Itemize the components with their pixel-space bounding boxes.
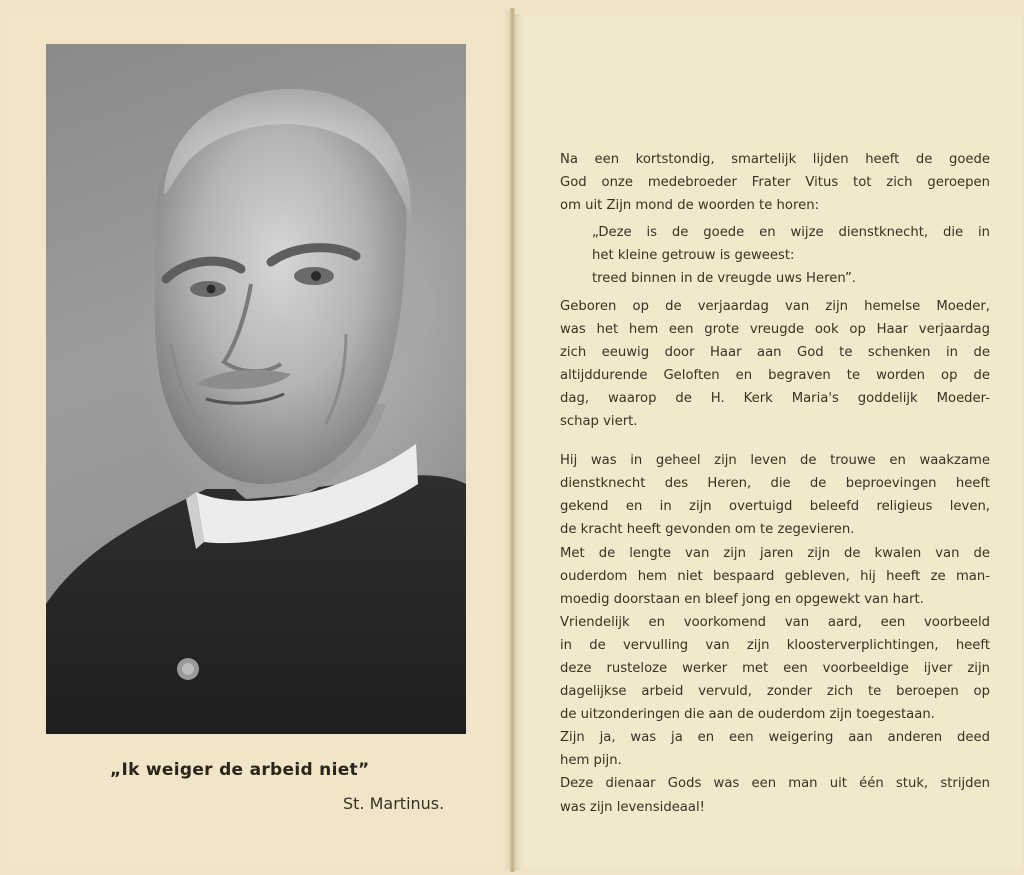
text-line: dienstknecht des Heren, die de beproevingen heeft: [560, 476, 990, 492]
portrait-illustration: [46, 44, 466, 734]
quote-attribution: St. Martinus.: [343, 794, 445, 813]
text-line: het kleine getrouw is geweest:: [592, 248, 795, 264]
text-line: treed binnen in de vreugde uws Heren”.: [592, 271, 856, 287]
text-line: dag, waarop de H. Kerk Maria's goddelijk Moeder-: [560, 390, 990, 406]
paragraph: [560, 295, 990, 434]
text-line: was het hem een grote vreugde ook op Haar verjaardag: [560, 321, 990, 337]
text-line: deze rusteloze werker met een voorbeeldige ijver zijn: [560, 660, 990, 676]
text-line: Met de lengte van zijn jaren zijn de kwalen van de: [560, 545, 990, 561]
text-line: de uitzonderingen die aan de ouderdom zijn toegestaan.: [560, 707, 935, 723]
text-line: was zijn levensideaal!: [560, 799, 705, 815]
text-line: Na een kortstondig, smartelijk lijden heeft de goede: [560, 152, 990, 167]
paragraph: [560, 148, 990, 217]
text-line: gekend en in zijn overtuigd beleefd religieus leven,: [560, 499, 990, 515]
text-line: de kracht heeft gevonden om te zegevieren.: [560, 522, 855, 538]
text-line: Hij was in geheel zijn leven de trouwe en waakzame: [560, 453, 990, 469]
text-line: om uit Zijn mond de woorden te horen:: [560, 198, 820, 214]
text-line: Vriendelijk en voorkomend van aard, een voorbeeld: [560, 614, 990, 630]
text-line: altijddurende Geloften en begraven te worden op de: [560, 367, 990, 383]
text-line: moedig doorstaan en bleef jong en opgewekt van hart.: [560, 591, 924, 607]
text-line: Zijn ja, was ja en een weigering aan anderen deed: [560, 730, 990, 746]
text-line: God onze medebroeder Frater Vitus tot zich geroepen: [560, 175, 990, 191]
text-line: Geboren op de verjaardag van zijn hemelse Moeder,: [560, 298, 990, 314]
paragraph-gap: [560, 433, 990, 449]
text-line: „Deze is de goede en wijze dienstknecht, die in: [592, 225, 990, 241]
text-line: hem pijn.: [560, 753, 622, 769]
quote-text: „Ik weiger de arbeid niet”: [110, 760, 370, 780]
text-line: in de vervulling van zijn kloosterverplichtingen, heeft: [560, 637, 990, 653]
text-line: dagelijkse arbeid vervuld, zonder zich te beroepen op: [560, 684, 990, 700]
text-line: Deze dienaar Gods was een man uit één stuk, strijden: [560, 776, 990, 792]
memorial-text: [560, 148, 990, 819]
scripture-quote: [560, 221, 990, 290]
text-line: zich eeuwig door Haar aan God te schenken in de: [560, 344, 990, 360]
text-line: schap viert.: [560, 414, 638, 430]
portrait-photo: [46, 44, 466, 734]
paragraph: [560, 449, 990, 819]
text-line: ouderdom hem niet bespaard gebleven, hij heeft ze man-: [560, 568, 990, 584]
